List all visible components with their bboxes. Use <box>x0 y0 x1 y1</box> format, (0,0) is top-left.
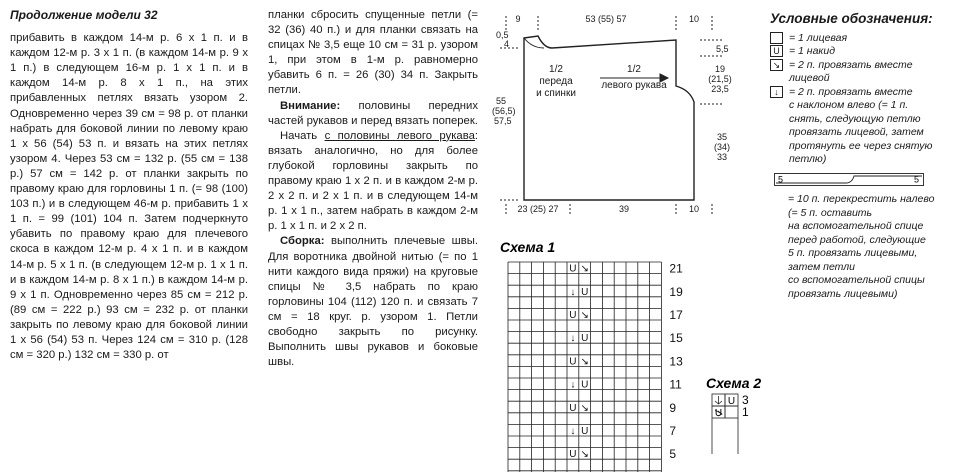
stitch-symbol: U <box>581 379 589 391</box>
stitch-symbol: U <box>569 449 577 461</box>
paragraph: прибавить в каждом 14-м р. 6 х 1 п. и в каждом 12-м р. 3 х 1 п. (в каждом 14-м р. 9 х 1 п.) в следующем 16-м р. 1 х 1 п. и в каждом 14-м р. 8 х 1 п., на этих прибавленных петлях вязать узором 2. Одновременно через 39 см = 98 р. от планки набрать для боковой линии по левому краю 1 х 56 (54) 53 п. и вязать на этих петлях узором 4. Через 53 см = 132 р. (55 см = 138 р.) 57 см = 142 р. от планки закрыть по правому краю для горловины 1 п. (= 98 (100) 103 п.) и в следующем 46-м р. прибавить 1 х 1 п. = 99 (101) 104 п. Затем подчеркнуто убавить по правому краю для плечевого скоса в каждом 12-м р. 4 х 1 п. и в каждом 14-м р. 5 х 1 п. (в следующем 12-м р. 1 х 1 п. и в каждом 14-м р. 8 х 1 п.) в каждом 14-м р. 9 х 1 п. Одновременно через 85 см = 212 р. (89 см = 222 р.) 93 см = 232 р. от планки закрыть по левому краю для боковой линии 1 х 56 (54) 53 п. Через 124 см = 310 р. (128 см = 320 р.) 132 см = 330 р. от <box>10 32 248 362</box>
sleeve-label: левого рукава <box>601 80 667 91</box>
schema-1-chart <box>500 238 700 462</box>
legend-knit-text: = 1 лицевая <box>789 31 848 44</box>
legend-line: протянуть ее через снятую <box>789 139 933 152</box>
dim-label: 39 <box>618 204 630 214</box>
legend-knit <box>770 32 970 46</box>
legend-k2tog-text <box>789 59 913 86</box>
row-number: 19 <box>669 284 683 299</box>
begin-lead: Начать <box>280 129 325 142</box>
dim-label: 35 <box>716 132 728 142</box>
schema-1-symbols <box>510 264 589 472</box>
pattern-schematic <box>490 8 740 218</box>
legend-line: = 10 п. перекрестить налево <box>788 193 935 205</box>
begin-text: : вязать аналогично, но для более глубокой горловины закрыть по правому краю 1 х 2 п. и в каждом 2-м р. 2 х 2 п. и 2 х 1 п. и в следующем 14-м р. 1 х 1 п., затем набрать в каждом 2-м р. 1 х 1 п. и 2 х 2 п. <box>268 129 479 233</box>
body-label: 1/2 <box>549 64 563 75</box>
dim-label: 33 <box>716 152 728 162</box>
row-number: 15 <box>669 331 683 346</box>
legend-line: перед работой, следующие <box>788 233 926 246</box>
paragraph-begin <box>268 129 478 235</box>
legend-cable-text <box>770 193 970 301</box>
dim-label: 19 <box>714 64 726 74</box>
row-number: 9 <box>669 400 677 415</box>
schema-1-row-numbers <box>669 262 683 472</box>
stitch-symbol: ↘ <box>580 356 589 368</box>
paragraph-assembly <box>268 234 478 370</box>
legend-ssk-text <box>789 86 932 167</box>
stitch-symbol: U <box>581 333 589 345</box>
stitch-symbol: ↓ <box>570 379 576 391</box>
assembly-label: Сборка: <box>280 235 325 248</box>
legend-line: провязать лицевыми) <box>788 287 898 300</box>
dim-label: 9 <box>515 14 521 24</box>
cable-symbol-icon <box>774 173 924 186</box>
attention-label: Внимание: <box>280 99 341 112</box>
dim-label: 4 <box>504 39 510 49</box>
schema-2-title: Схема 2 <box>706 375 762 391</box>
stitch-symbol: U <box>581 426 589 437</box>
stitch-symbol: U <box>569 402 577 414</box>
legend <box>770 12 970 301</box>
stitch-symbol: ↘ <box>580 402 589 414</box>
legend-line: затем петли <box>788 260 855 273</box>
stitch-symbol: ↓ <box>570 426 576 437</box>
dim-label: 10 <box>688 204 700 214</box>
dim-label: 23,5 <box>711 84 729 94</box>
stitch-symbol: ↓ <box>570 286 576 298</box>
legend-line: 5 п. провязать лицевыми, <box>788 247 918 259</box>
row-number: 21 <box>669 261 683 276</box>
yo-symbol-icon: U <box>770 45 783 57</box>
stitch-symbol: U <box>569 263 577 275</box>
text-column-2 <box>268 8 478 370</box>
stitch-symbol: ↓ <box>570 333 576 345</box>
knit-symbol-icon <box>770 32 783 44</box>
stitch-symbol: U <box>569 356 577 368</box>
garment-outline <box>524 36 694 200</box>
legend-k2tog <box>770 59 970 86</box>
row-number: 17 <box>669 308 683 322</box>
row-number: 5 <box>669 447 677 462</box>
stitch-symbol: U <box>581 286 589 298</box>
attention-text: половины передних частей рукавов и перед вязать поперек. <box>268 99 478 127</box>
legend-line: (= 5 п. оставить <box>788 206 873 219</box>
stitch-symbol: U <box>569 310 577 321</box>
section-heading: Продолжение модели 32 <box>10 8 158 22</box>
dim-label: 53 (55) 57 <box>585 14 627 24</box>
dim-label: (56,5) <box>492 106 516 116</box>
legend-line: на вспомогательной спице <box>788 220 924 232</box>
neckline-curve <box>524 38 544 48</box>
body-label: и спинки <box>536 88 576 99</box>
row-number: 13 <box>669 354 683 369</box>
k2tog-symbol-icon: ↘ <box>770 59 783 71</box>
yo-symbol: U <box>714 408 723 419</box>
stitch-symbol: ↘ <box>580 263 589 275</box>
begin-underline: с половины левого рукава <box>324 129 475 142</box>
ssk-symbol-icon: ↓ <box>770 86 783 98</box>
dim-label: 57,5 <box>494 116 512 126</box>
dim-label: (21,5) <box>708 74 732 84</box>
stitch-symbol: ↘ <box>580 449 589 461</box>
legend-line: снять, следующую петлю <box>789 112 921 125</box>
legend-title: Условные обозначения: <box>770 11 933 26</box>
stitch-symbol: ↘ <box>580 310 589 321</box>
row-number: 1 <box>742 405 749 419</box>
legend-line: = 2 п. провязать вместе <box>789 85 913 98</box>
schema-1-title: Схема 1 <box>500 239 556 255</box>
legend-line: со вспомогательной спицы <box>788 274 925 286</box>
dim-label: 10 <box>688 14 700 24</box>
k2tog-arrow-icon <box>715 396 722 404</box>
cell <box>725 406 738 418</box>
dim-label: 0,5 <box>496 30 509 40</box>
sleeve-label: 1/2 <box>627 64 641 75</box>
assembly-text: выполнить плечевые швы. Для воротника двойной нитью (= по 1 нити каждого вида пряжи) на круговые спицы № 3,5 набрать по краю горловины 104 (112) 120 п. и связать 7 см = 18 круг. р. узором 1. Петли свободно закрыть по рисунку. Выполнить швы рукавов и боковые швы. <box>268 235 478 369</box>
paragraph-plank: планки сбросить спущенные петли (= 32 (36) 40 п.) и для планки связать на спицах № 3,5 еще 10 см = 31 р. узором 1, при этом в 1-м р. равномерно убавить 6 п. = 26 (30) 34 п. Закрыть петли. <box>268 9 478 97</box>
legend-line: = 2 п. провязать вместе <box>789 58 913 71</box>
dim-label: 55 <box>496 96 507 106</box>
legend-yo <box>770 45 970 59</box>
legend-yo-text: = 1 накид <box>789 45 836 57</box>
row-number: 3 <box>742 393 749 407</box>
legend-line: с наклоном влево (= 1 п. <box>789 99 909 111</box>
dim-label: (34) <box>713 142 731 152</box>
row-number: 11 <box>669 377 682 392</box>
body-label: переда <box>539 76 573 87</box>
cable-number: 5 <box>778 174 784 184</box>
schema-2-chart <box>706 376 766 456</box>
row-number: 7 <box>669 424 677 438</box>
dim-label: 23 (25) 27 <box>517 204 559 214</box>
legend-line: провязать лицевой, затем <box>789 126 924 138</box>
dim-label: 5,5 <box>716 44 729 54</box>
legend-ssk <box>770 86 970 167</box>
text-column-1 <box>10 8 248 363</box>
legend-line: лицевой <box>789 72 830 84</box>
yo-symbol: U <box>727 396 736 407</box>
paragraph-attention <box>268 99 478 129</box>
cable-number: 5 <box>914 174 920 184</box>
legend-line: петлю) <box>789 153 827 165</box>
